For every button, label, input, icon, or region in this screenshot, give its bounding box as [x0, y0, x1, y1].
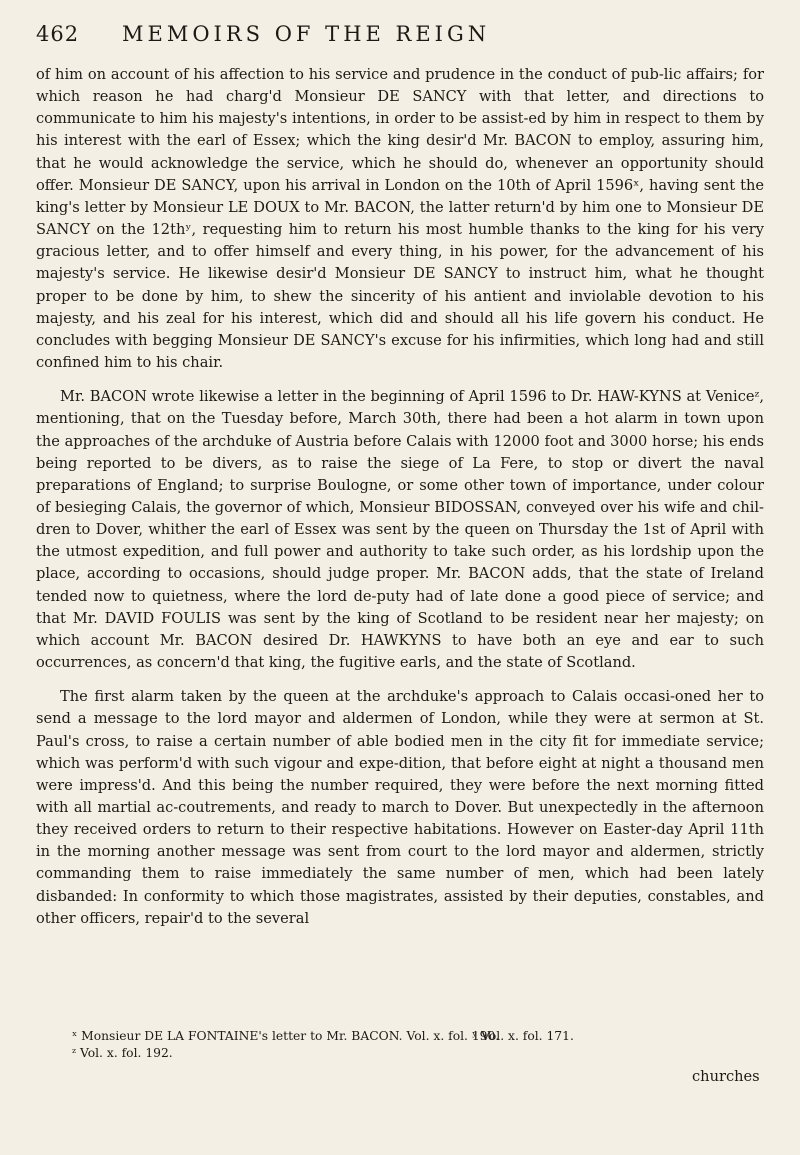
footnote-z: ᶻ Vol. x. fol. 192. [72, 1046, 173, 1060]
catchword: churches [692, 1068, 760, 1085]
body-text [36, 64, 764, 930]
footnote-x: ˣ Monsieur DE LA FONTAINE's letter to Mr. BACON. Vol. x. fol. 190. [72, 1029, 500, 1043]
paragraph-1: of him on account of his affection to his service and prudence in the conduct of pub-lic affairs; for which reason he had charg'd Monsieur DE SANCY with that letter, and directions to communicate to him his majesty's intentions, in order to be assist-ed by him in respect to them by his interest with the earl of Essex; which the king desir'd Mr. BACON to employ, assuring him, that he would acknowledge the service, which he should do, whenever an opportunity should offer. Monsieur DE SANCY, upon his arrival in London on the 10th of April 1596ˣ, having sent the king's letter by Monsieur LE DOUX to Mr. BACON, the latter return'd by him one to Monsieur DE SANCY on the 12thʸ, requesting him to return his most humble thanks to the king for his very gracious letter, and to offer himself and every thing, in his power, for the advancement of his majesty's service. He likewise desir'd Monsieur DE SANCY to instruct him, what he thought proper to be done by him, to shew the sincerity of his antient and inviolable devotion to his majesty, and his zeal for his interest, which did and should all his life govern his conduct. He concludes with begging Monsieur DE SANCY's excuse for his infirmities, which long had and still confined him to his chair. [36, 66, 764, 372]
running-title: MEMOIRS OF THE REIGN [122, 22, 491, 46]
paragraph-3: The first alarm taken by the queen at the archduke's approach to Calais occasi-oned her to send a message to the lord mayor and aldermen of London, while they were at sermon at St. Paul's cross, to raise a certain number of able bodied men in the city fit for immediate service; which was perform'd with such vigour and expe-dition, that before eight at night a thousand men were impress'd. And this being the number required, they were before the next morning fitted with all martial ac-coutrements, and ready to march to Dover. But unexpectedly in the afternoon they received orders to return to their respective habitations. However on Easter-day April 11th in the morning another message was sent from court to the lord mayor and aldermen, strictly commanding them to raise immediately the same number of men, which had been lately disbanded: In conformity to which those magistrates, assisted by their deputies, constables, and other officers, repair'd to the several [36, 688, 764, 927]
page-number: 462 [36, 22, 80, 46]
paragraph-2: Mr. BACON wrote likewise a letter in the beginning of April 1596 to Dr. HAW-KYNS at Veniceᶻ, mentioning, that on the Tuesday before, March 30th, there had been a hot alarm in town upon the approaches of the archduke of Austria before Calais with 12000 foot and 3000 horse; his ends being reported to be divers, as to raise the siege of La Fere, to stop or divert the naval preparations of England; to surprise Boulogne, or some other town of importance, under colour of besieging Calais, the governor of which, Monsieur BIDOSSAN, conveyed over his wife and chil-dren to Dover, whither the earl of Essex was sent by the queen on Thursday the 1st of April with the utmost expedition, and full power and authority to take such order, as his lordship upon the place, according to occasions, should judge proper. Mr. BACON adds, that the state of Ireland tended now to quietness, where the lord de-puty had of late done a good piece of service; and that Mr. DAVID FOULIS was sent by the king of Scotland to be resident near her majesty; on which account Mr. BACON desired Dr. HAWKYNS to have both an eye and ear to such occurrences, as concern'd that king, the fugitive earls, and the state of Scotland. [36, 388, 764, 672]
footnote-y: ʸ Vol. x. fol. 171. [472, 1029, 574, 1043]
page-header [36, 16, 766, 52]
